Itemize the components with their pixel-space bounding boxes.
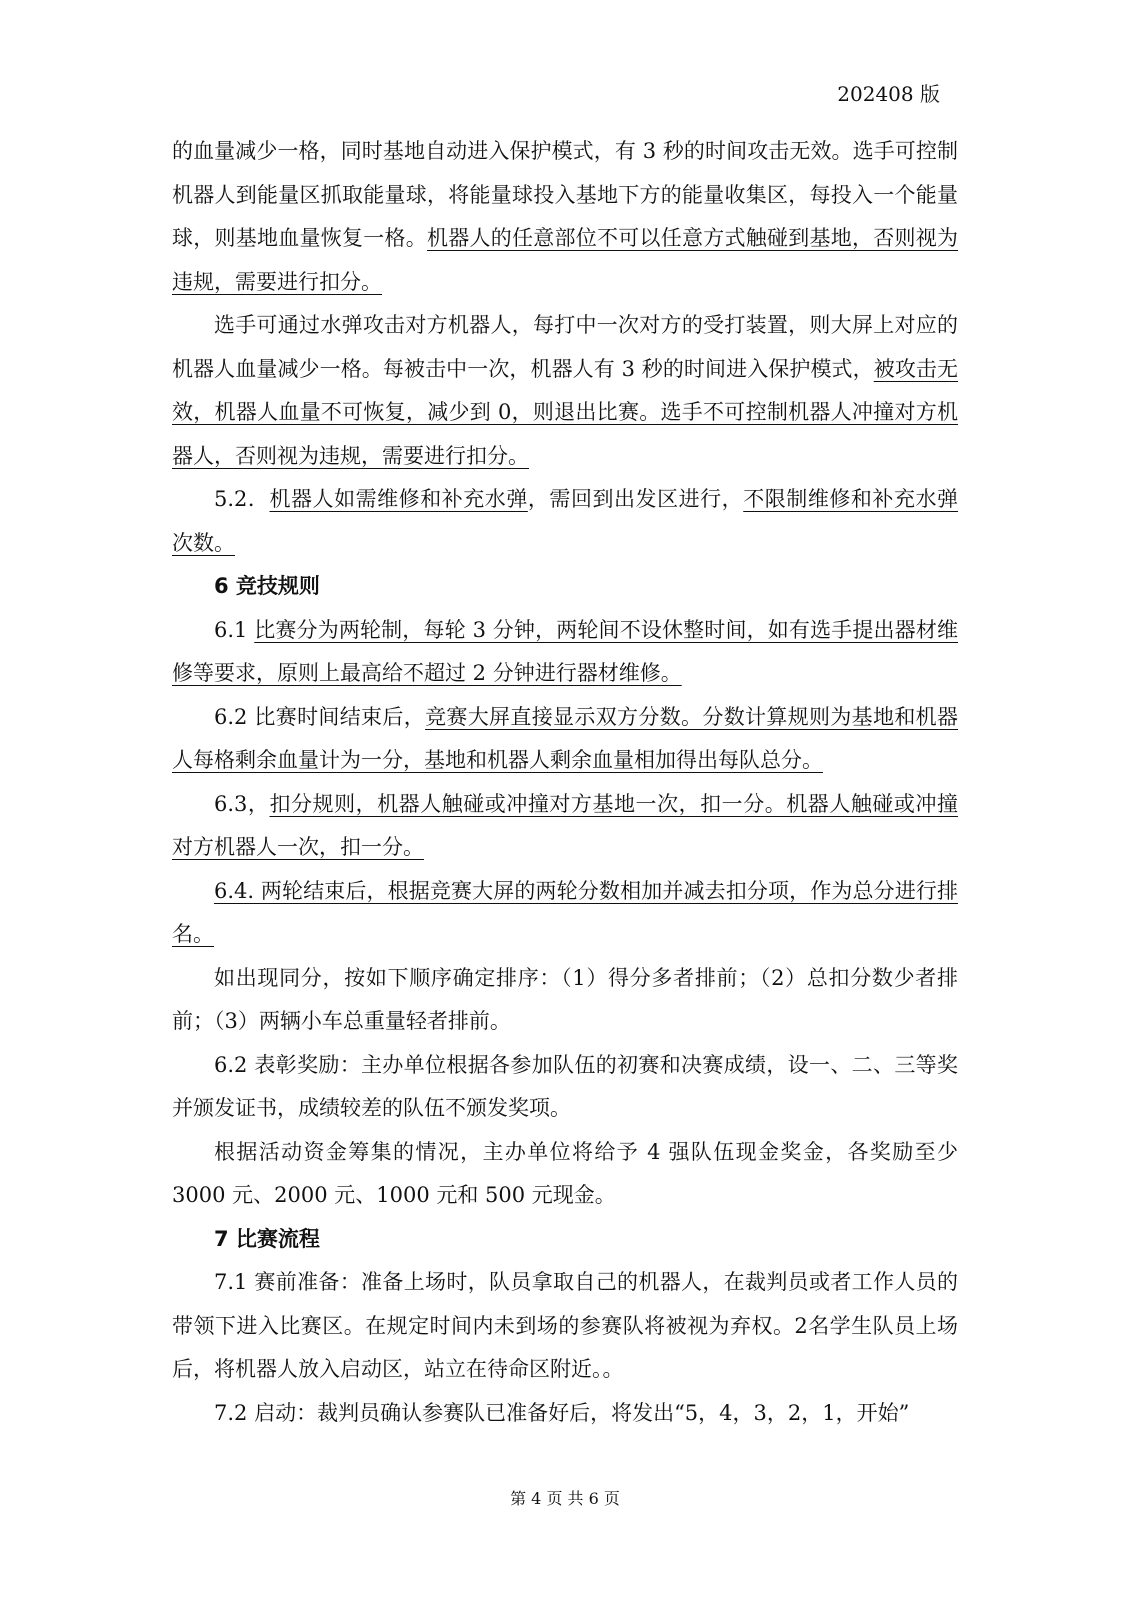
paragraph-base-hp bbox=[172, 130, 958, 304]
paragraph-tie-break: 如出现同分，按如下顺序确定排序：（1）得分多者排前；（2）总扣分数少者排前；（3）两辆小车总重量轻者排前。 bbox=[172, 965, 958, 1033]
section-heading-7: 7 比赛流程 bbox=[214, 1226, 320, 1251]
text-run: 选手可通过水弹攻击对方机器人，每打中一次对方的受打装置，则大屏上对应的机器人血量减少一格。每被击中一次，机器人有 3 秒的时间进入保护模式， bbox=[172, 313, 958, 381]
paragraph-water-bullet bbox=[172, 304, 958, 478]
paragraph-6-3 bbox=[172, 783, 958, 870]
paragraph-5-2 bbox=[172, 478, 958, 565]
document-body bbox=[172, 130, 958, 1435]
paragraph-6-2 bbox=[172, 696, 958, 783]
paragraph-7-1: 7.1 赛前准备：准备上场时，队员拿取自己的机器人，在裁判员或者工作人员的带领下进入比赛区。在规定时间内未到场的参赛队将被视为弃权。2名学生队员上场后，将机器人放入启动区，站立在待命区附近。。 bbox=[172, 1270, 958, 1381]
text-run: 6.2 比赛时间结束后， bbox=[214, 704, 426, 729]
underlined-text-run: 被攻击无效，机器人血量不可恢复，减少到 0，则退出比赛。选手不可控制机器人冲撞对方机器人，否则视为违规，需要进行扣分。 bbox=[172, 356, 959, 468]
paragraph-7-2: 7.2 启动：裁判员确认参赛队已准备好后，将发出“5，4，3，2，1，开始” bbox=[214, 1400, 910, 1425]
paragraph-prize-money: 根据活动资金筹集的情况，主办单位将给予 4 强队伍现金奖金，各奖励至少 3000 元、2000 元、1000 元和 500 元现金。 bbox=[172, 1139, 958, 1207]
section-number: 6.1 bbox=[214, 617, 255, 642]
page-number: 第 4 页 共 6 页 bbox=[510, 1489, 620, 1508]
underlined-text-run: 不限制维修和补充水弹次数。 bbox=[172, 487, 959, 555]
section-number: 5.2． bbox=[214, 487, 270, 511]
section-heading-6: 6 竞技规则 bbox=[214, 574, 320, 598]
underlined-text-run: 比赛分为两轮制，每轮 3 分钟，两轮间不设休整时间，如有选手提出器材维修等要求，原则上最高给不超过 2 分钟进行器材维修。 bbox=[172, 617, 958, 685]
section-number: 6.3， bbox=[214, 791, 270, 816]
text-run: 的血量减少一格，同时基地自动进入保护模式，有 3 秒的时间攻击无效。选手可控制机器人到能量区抓取能量球，将能量球投入基地下方的能量收集区，每投入一个能量球，则基地血量恢复一格。 bbox=[172, 139, 958, 250]
paragraph-6-1 bbox=[172, 609, 958, 696]
text-run: ，需回到出发区进行， bbox=[527, 487, 744, 511]
paragraph-awards: 6.2 表彰奖励：主办单位根据各参加队伍的初赛和决赛成绩，设一、二、三等奖并颁发证书，成绩较差的队伍不颁发奖项。 bbox=[172, 1052, 958, 1120]
underlined-text-run: 6.4. 两轮结束后，根据竞赛大屏的两轮分数相加并减去扣分项，作为总分进行排名。 bbox=[172, 878, 958, 946]
underlined-text-run: 机器人如需维修和补充水弹 bbox=[269, 487, 528, 511]
underlined-text-run: 机器人的任意部位不可以任意方式触碰到基地，否则视为违规，需要进行扣分。 bbox=[172, 226, 958, 294]
underlined-text-run: 扣分规则，机器人触碰或冲撞对方基地一次，扣一分。机器人触碰或冲撞对方机器人一次，扣一分。 bbox=[172, 791, 958, 859]
paragraph-6-4 bbox=[172, 870, 958, 957]
underlined-text-run: 竞赛大屏直接显示双方分数。分数计算规则为基地和机器人每格剩余血量计为一分，基地和机器人剩余血量相加得出每队总分。 bbox=[172, 704, 959, 772]
version-label: 202408 版 bbox=[837, 82, 940, 106]
